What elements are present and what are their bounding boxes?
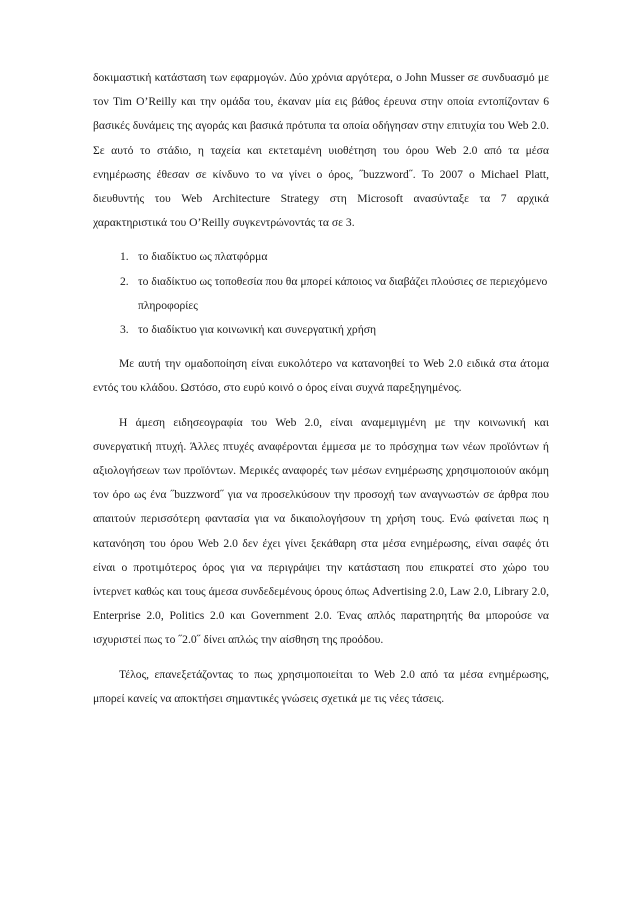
list-item xyxy=(93,270,549,318)
paragraph-4: Τέλος, επανεξετάζοντας το πως χρησιμοποιείται το Web 2.0 από τα μέσα ενημέρωσης, μπορεί κανείς να αποκτήσει σημαντικές γνώσεις σχετικά με τις νέες τάσεις. xyxy=(93,667,549,705)
spacer xyxy=(93,401,549,411)
spacer xyxy=(93,653,549,663)
document-page xyxy=(93,66,549,711)
list-item-number: 2. xyxy=(120,274,129,288)
numbered-list xyxy=(93,245,549,342)
paragraph-3: Η άμεση ειδησεογραφία του Web 2.0, είναι αναμεμιγμένη με την κοινωνική και συνεργατική πτυχή. Άλλες πτυχές αναφέρονται έμμεσα με το πρόσχημα των νέων προϊόντων ή αξιολογήσεων των προϊόντων. Μερικές αναφορές των μέσων ενημέρωσης χρησιμοποιούν ακόμη τον όρο ως ένα ˝buzzword˝ για να προσελκύσουν την προσοχή των αναγνωστών σε άρθρα που απαιτούν περισσότερη φαντασία για να δικαιολογήσουν τη χρήση τους. Ενώ φαίνεται πως η κατανόηση του όρου Web 2.0 δεν έχει γίνει ξεκάθαρη στα μέσα ενημέρωσης, είναι σαφές ότι είναι ο προτιμότερος όρος για να περιγράψει την κατάσταση που επικρατεί στο χώρο του ίντερνετ καθώς και τους άμεσα συνδεδεμένους όρους όπως Advertising 2.0, Law 2.0, Library 2.0, Enterprise 2.0, Politics 2.0 και Government 2.0. Ένας απλός παρατηρητής θα μπορούσε να ισχυριστεί πως το ˝2.0˝ δίνει απλώς την αίσθηση της προόδου. xyxy=(93,415,549,647)
spacer xyxy=(93,235,549,245)
list-item-number: 3. xyxy=(120,323,129,337)
list-item xyxy=(93,245,549,269)
list-item-text: το διαδίκτυο για κοινωνική και συνεργατική χρήση xyxy=(138,323,377,337)
list-item xyxy=(93,318,549,342)
paragraph-1: δοκιμαστική κατάσταση των εφαρμογών. Δύο χρόνια αργότερα, ο John Musser σε συνδυασμό με τον Tim O’Reilly και την ομάδα του, έκαναν μία εις βάθος έρευνα στην οποία εντοπίζονταν 6 βασικές δυνάμεις της αγοράς και βασικά πρότυπα τα οποία οδήγησαν στην επιτυχία του Web 2.0. Σε αυτό το στάδιο, η ταχεία και εκτεταμένη υιοθέτηση του όρου Web 2.0 από τα μέσα ενημέρωσης έθεσαν σε κίνδυνο το να γίνει ο όρος, ˝buzzword˝. Το 2007 ο Michael Platt, διευθυντής του Web Architecture Strategy στη Microsoft ανασύνταξε τα 7 αρχικά χαρακτηριστικά του O’Reilly συγκεντρώνοντάς τα σε 3. xyxy=(93,71,549,230)
list-item-number: 1. xyxy=(120,250,129,264)
list-item-text: το διαδίκτυο ως τοποθεσία που θα μπορεί κάποιος να διαβάζει πλούσιες σε περιεχόμενο πληροφορίες xyxy=(138,274,548,312)
spacer xyxy=(93,342,549,352)
paragraph-2: Με αυτή την ομαδοποίηση είναι ευκολότερο να κατανοηθεί το Web 2.0 ειδικά στα άτομα εντός του κλάδου. Ωστόσο, στο ευρύ κοινό ο όρος είναι συχνά παρεξηγημένος. xyxy=(93,357,549,395)
list-item-text: το διαδίκτυο ως πλατφόρμα xyxy=(138,250,268,264)
